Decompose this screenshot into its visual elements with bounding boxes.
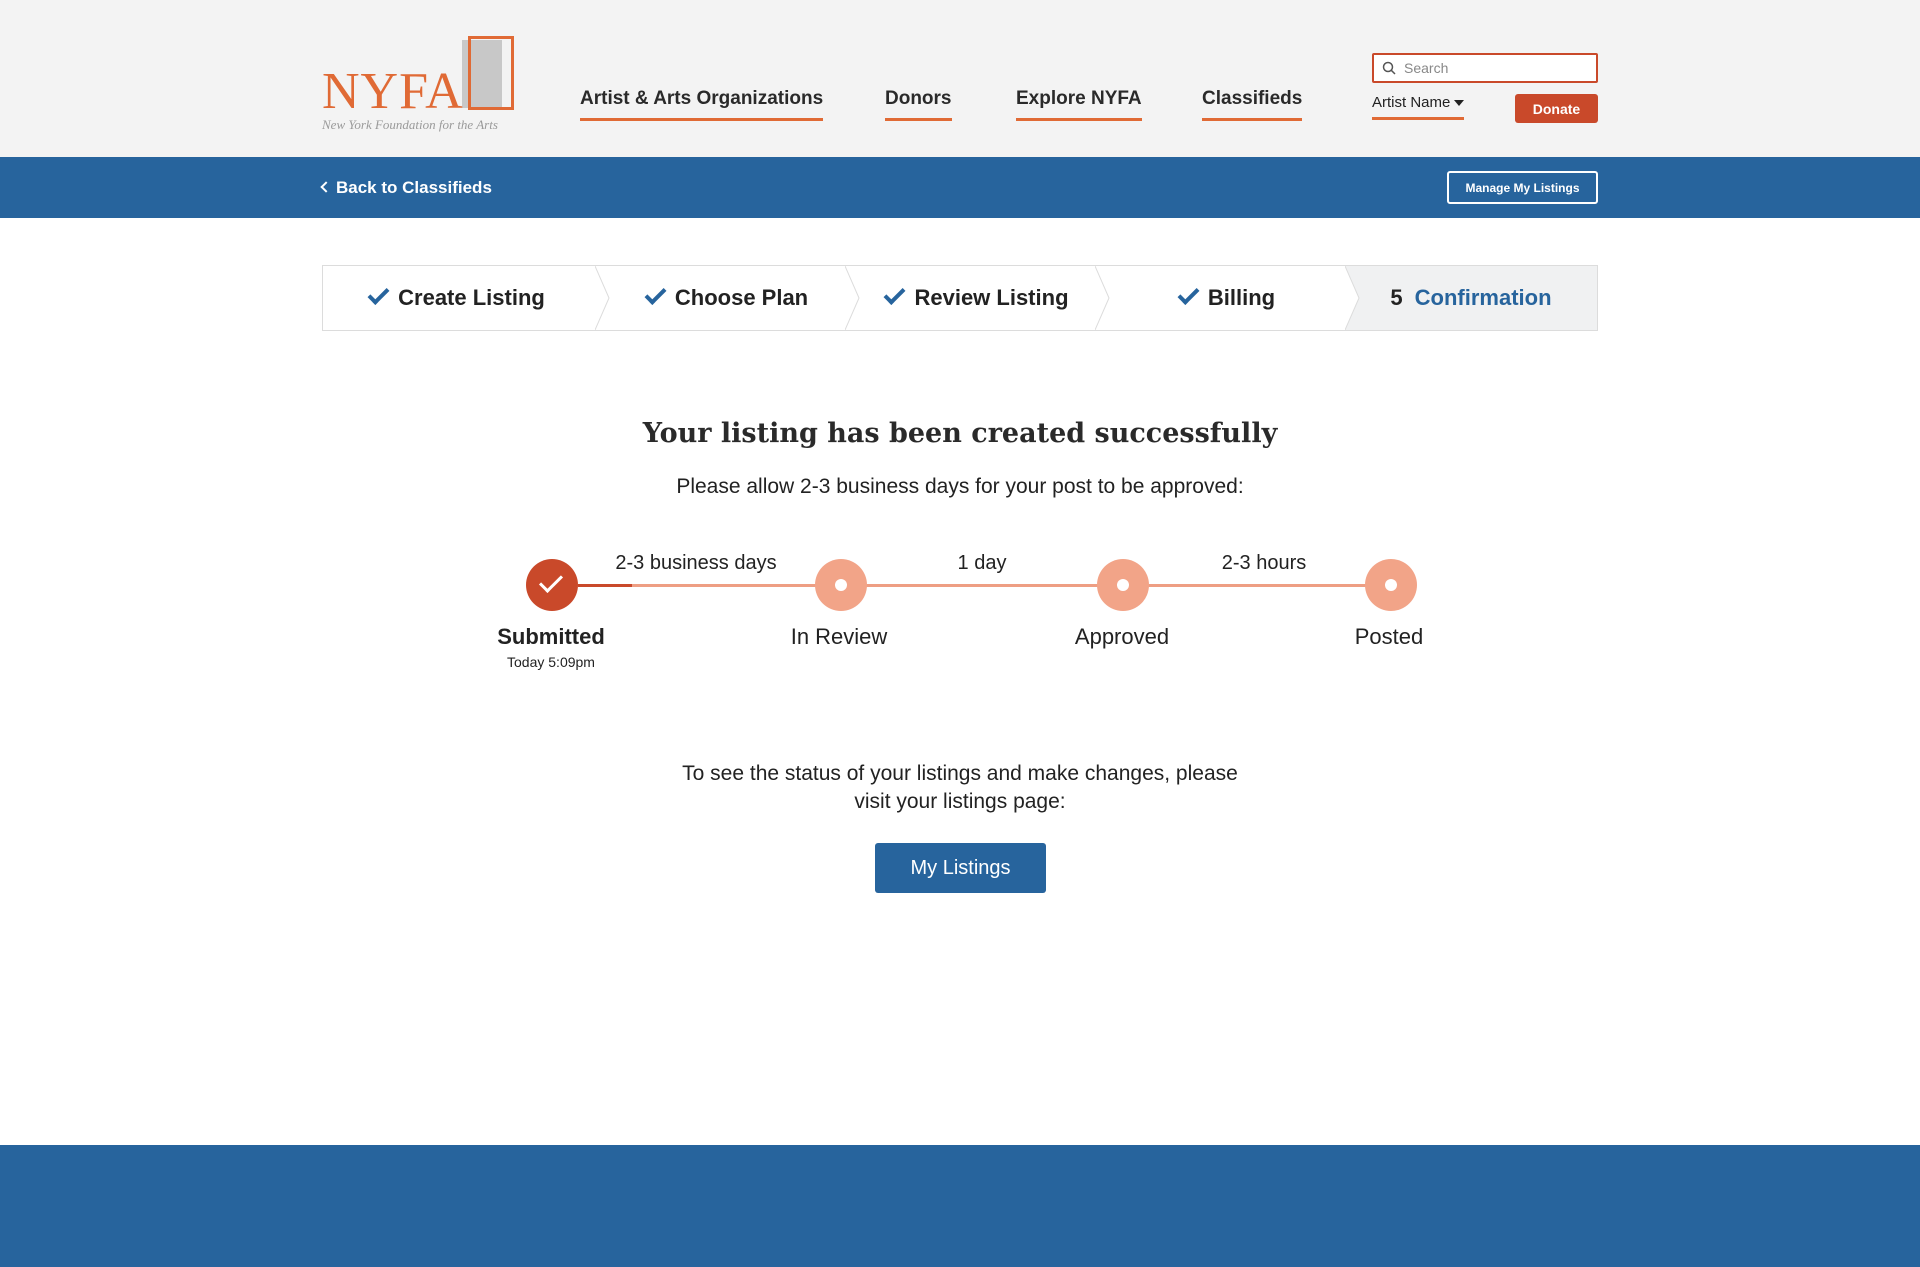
step-label: Billing [1207, 285, 1276, 310]
nav-classifieds[interactable]: Classifieds [1202, 88, 1302, 121]
checkmark-icon [539, 569, 563, 593]
dot-icon [835, 579, 847, 591]
step-label: Create Listing [398, 285, 545, 310]
stage-label-approved: Approved [1074, 624, 1170, 649]
my-listings-button[interactable]: My Listings [875, 843, 1046, 893]
step-label: Review Listing [914, 285, 1069, 310]
duration-label: 2-3 business days [615, 552, 777, 574]
timeline-line [632, 584, 816, 587]
submitted-timestamp: Today 5:09pm [507, 654, 595, 670]
back-link-label: Back to Classifieds [336, 178, 492, 197]
in-review-node [815, 559, 867, 611]
duration-label: 2-3 hours [1221, 552, 1307, 574]
logo-text: NYFA [322, 63, 464, 120]
user-menu-label: Artist Name [1372, 94, 1451, 111]
stage-label-submitted: Submitted [497, 624, 605, 649]
listings-info [0, 760, 1920, 816]
approval-notice: Please allow 2-3 business days for your post to be approved: [676, 475, 1244, 498]
nav-artist-arts-organizations[interactable]: Artist & Arts Organizations [580, 88, 823, 121]
logo-subtitle: New York Foundation for the Arts [322, 117, 498, 132]
manage-my-listings-button[interactable]: Manage My Listings [1447, 171, 1598, 204]
stage-label-posted: Posted [1354, 624, 1424, 649]
step-number: 5 [1390, 285, 1403, 310]
submitted-node [526, 559, 578, 611]
info-line: visit your listings page: [854, 790, 1066, 813]
step-label: Choose Plan [674, 285, 809, 310]
approved-node [1097, 559, 1149, 611]
site-footer [0, 1145, 1920, 1267]
confirmation-headline: Your listing has been created successfully [642, 418, 1278, 449]
timeline-line [866, 584, 1098, 587]
donate-button[interactable]: Donate [1515, 94, 1598, 123]
timeline-line [1148, 584, 1366, 587]
info-line: To see the status of your listings and make changes, please [682, 762, 1238, 785]
step-label: Confirmation [1414, 285, 1552, 310]
nav-explore-nyfa[interactable]: Explore NYFA [1016, 88, 1142, 121]
stage-label-in-review: In Review [790, 624, 888, 649]
timeline-progress-line [578, 584, 632, 587]
posted-node [1365, 559, 1417, 611]
nav-donors[interactable]: Donors [885, 88, 952, 121]
duration-label: 1 day [957, 552, 1007, 574]
dot-icon [1385, 579, 1397, 591]
dot-icon [1117, 579, 1129, 591]
